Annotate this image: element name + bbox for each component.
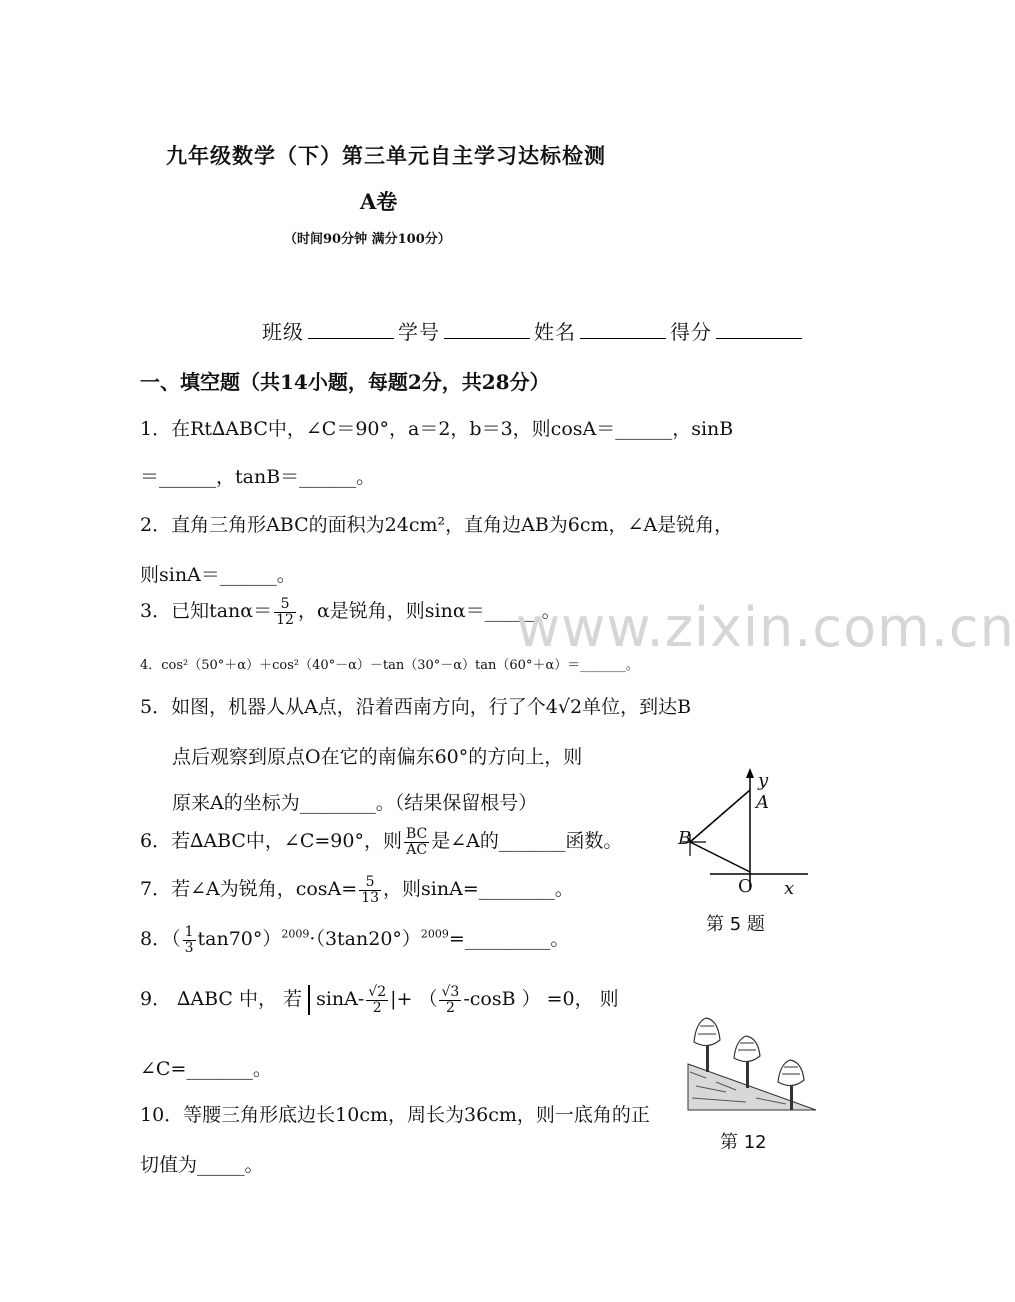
- figure-12-slope-trees: [686, 1012, 820, 1116]
- score-label: 得分: [670, 320, 712, 344]
- question-10-line-1: 10．等腰三角形底边长10cm，周长为36cm，则一底角的正: [140, 1104, 650, 1126]
- q6-fraction: [404, 827, 429, 857]
- q8-den: 3: [184, 939, 194, 956]
- fig5-b-label: B: [678, 828, 692, 849]
- q8-middle2: ·（3tan20°）: [309, 928, 421, 950]
- q3-fraction: [274, 597, 296, 627]
- question-7: [140, 874, 574, 905]
- q8-suffix: =_________。: [448, 928, 570, 950]
- number-label: 学号: [398, 320, 440, 344]
- q8-middle: tan70°）: [197, 928, 282, 950]
- q6-suffix: 是∠A的_______函数。: [431, 830, 623, 852]
- q6-num: BC: [405, 825, 428, 842]
- q7-suffix: ，则sinA=________。: [383, 878, 574, 900]
- q8-exp1: 2009: [281, 927, 310, 941]
- q7-den: 13: [361, 889, 380, 906]
- question-4: 4．cos²（50°＋α）＋cos²（40°－α）－tan（30°－α）tan（60°＋α）＝_______。: [140, 658, 639, 673]
- q7-prefix: 7．若∠A为锐角，cosA=: [140, 878, 358, 900]
- question-2-line-1: 2．直角三角形ABC的面积为24cm²，直角边AB为6cm，∠A是锐角，: [140, 514, 734, 536]
- score-blank[interactable]: [716, 320, 802, 339]
- segment-ab: [690, 790, 750, 842]
- fig5-y-label: y: [758, 770, 769, 791]
- q3-num: 5: [274, 597, 296, 613]
- tree-middle-icon: [734, 1036, 760, 1088]
- q9-frac1-num: √2: [368, 983, 387, 1000]
- y-axis-arrow: [746, 768, 754, 778]
- question-8: [140, 924, 569, 955]
- figure-5-diagram: [672, 764, 812, 894]
- class-label: 班级: [262, 320, 304, 344]
- question-9-line-1: [140, 984, 619, 1015]
- student-info-row: [262, 316, 806, 345]
- q9-part2: sinA-: [316, 988, 365, 1010]
- q9-part1: 9． ∆ABC 中， 若: [140, 988, 303, 1010]
- fig5-o-label: O: [738, 876, 753, 897]
- time-limit: （时间90分钟 满分100分）: [284, 232, 451, 247]
- section-heading: 一、填空题（共14小题，每题2分，共28分）: [140, 370, 550, 394]
- q8-fraction: [183, 925, 196, 955]
- q9-fraction-1: [366, 985, 388, 1015]
- name-blank[interactable]: [580, 320, 666, 339]
- question-1-line-2: ＝______，tanB＝______。: [140, 466, 376, 488]
- question-2-line-2: 则sinA＝______。: [140, 564, 296, 586]
- q8-exp2: 2009: [420, 927, 449, 941]
- question-5-line-1: 5．如图，机器人从A点，沿着西南方向，行了个4√2单位，到达B: [140, 696, 692, 718]
- class-blank[interactable]: [308, 320, 394, 339]
- q9-fraction-2: [439, 985, 461, 1015]
- paper-version: A卷: [360, 189, 398, 214]
- name-label: 姓名: [534, 320, 576, 344]
- question-1-line-1: 1．在Rt∆ABC中，∠C＝90°，a＝2，b＝3，则cosA＝______，sinB: [140, 418, 734, 440]
- q7-fraction: [359, 875, 381, 905]
- q9-part3: |+ （: [390, 988, 438, 1010]
- fig12-caption: 第 12: [720, 1132, 767, 1153]
- abs-bar: [308, 985, 310, 1015]
- q9-frac2-num: √3: [441, 983, 460, 1000]
- q7-num: 5: [359, 875, 381, 891]
- segment-bo: [690, 842, 750, 872]
- q3-den: 12: [276, 611, 294, 628]
- question-3: [140, 596, 561, 627]
- question-6: [140, 826, 622, 857]
- q3-suffix: ，α是锐角，则sinα＝______。: [297, 600, 561, 622]
- fig5-caption: 第 5 题: [706, 914, 765, 935]
- q3-prefix: 3．已知tanα＝: [140, 600, 273, 622]
- q6-den: AC: [406, 841, 428, 858]
- tree-left-icon: [694, 1018, 720, 1072]
- number-blank[interactable]: [444, 320, 530, 339]
- watermark: www.zixin.com.cn: [516, 596, 1015, 659]
- q9-frac2-den: 2: [445, 999, 455, 1016]
- question-9-line-2: ∠C=_______。: [140, 1058, 272, 1080]
- fig5-x-label: x: [784, 878, 795, 899]
- question-5-line-3: 原来A的坐标为________。（结果保留根号）: [172, 792, 538, 814]
- q8-num: 1: [184, 923, 194, 940]
- question-5-line-2: 点后观察到原点O在它的南偏东60°的方向上，则: [172, 746, 583, 768]
- q8-prefix: 8．（: [140, 928, 181, 950]
- q9-part4: -cosB ） =0， 则: [463, 988, 619, 1010]
- page-title: 九年级数学（下）第三单元自主学习达标检测: [166, 143, 606, 168]
- q9-frac1-den: 2: [372, 999, 382, 1016]
- question-10-line-2: 切值为_____。: [140, 1154, 264, 1176]
- q6-prefix: 6．若∆ABC中，∠C=90°，则: [140, 830, 402, 852]
- fig5-a-label: A: [756, 792, 769, 813]
